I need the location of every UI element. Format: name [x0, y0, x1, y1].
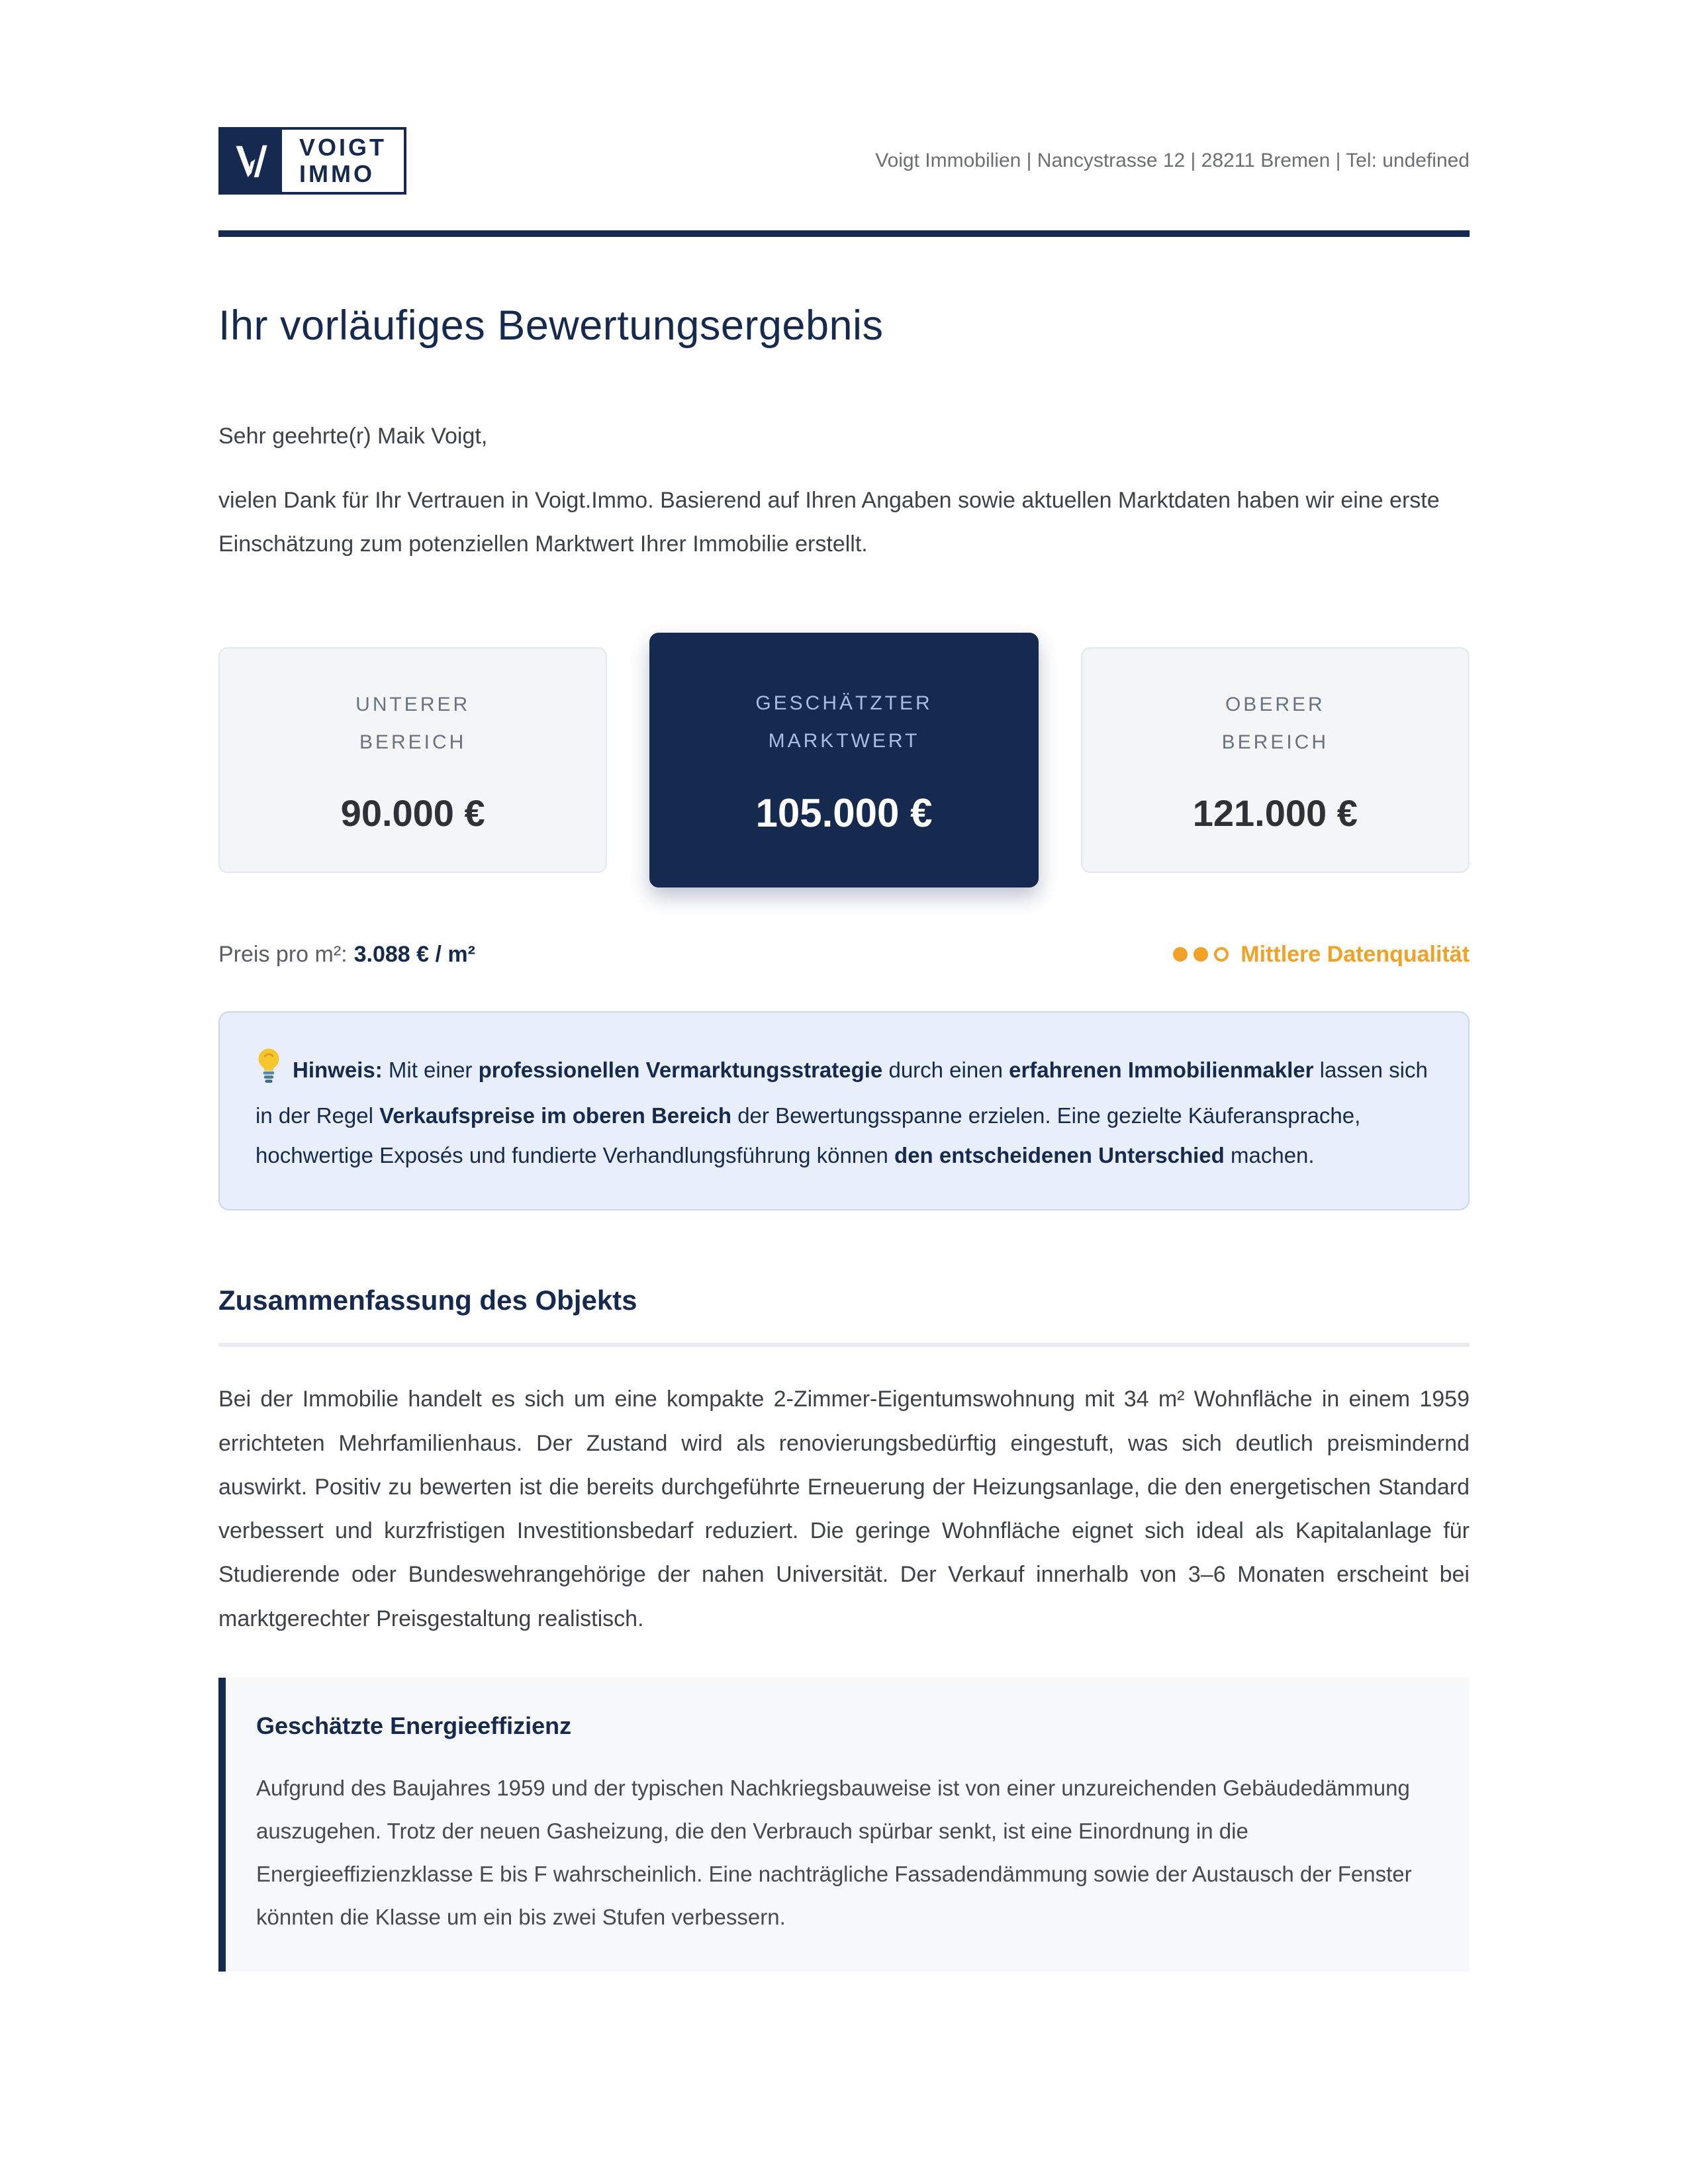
card-label [1098, 686, 1452, 761]
card-label-line2: BEREICH [359, 731, 467, 753]
report-page [218, 0, 1470, 1972]
logo-text [282, 130, 404, 192]
price-per-sqm-label: Preis pro m²: [218, 942, 348, 968]
valuation-cards [218, 633, 1470, 887]
brand-logo [218, 127, 406, 195]
card-estimated-market-value [649, 633, 1038, 887]
header-divider [218, 230, 1470, 237]
greeting: Sehr geehrte(r) Maik Voigt, [218, 424, 488, 449]
card-label-line2: MARKTWERT [768, 729, 920, 752]
vi-monogram-icon [221, 130, 282, 192]
page-title: Ihr vorläufiges Bewertungsergebnis [218, 302, 884, 349]
card-label-line2: BEREICH [1221, 731, 1329, 753]
card-value: 105.000 € [755, 790, 933, 835]
data-quality-label: Mittlere Datenqualität [1241, 941, 1470, 967]
card-value: 121.000 € [1192, 792, 1358, 834]
card-label-line1: OBERER [1225, 693, 1325, 715]
card-upper-range [1081, 647, 1470, 873]
hint-text: Hinweis: Mit einer professionellen Vermarktungsstrategie durch einen erfahrenen Immobilienmakler lassen sich in der Regel Verkaufspreise im oberen Bereich der Bewertungsspanne erzielen. Eine gezielte Käuferansprache, hochwertige Exposés und fundierte Verhandlungsführung können den entscheidenen Unterschied machen. [256, 1058, 1428, 1167]
price-per-sqm-value: 3.088 € / m² [353, 942, 475, 968]
contact-line: Voigt Immobilien | Nancystrasse 12 | 28211 Bremen | Tel: undefined [875, 150, 1470, 171]
lightbulb-icon [256, 1047, 282, 1096]
data-quality-badge [1173, 942, 1470, 968]
intro-paragraph: vielen Dank für Ihr Vertrauen in Voigt.Immo. Basierend auf Ihren Angaben sowie aktuellen Marktdaten haben wir eine erste Einschätzung zum potenziellen Marktwert Ihrer Immobilie erstellt. [218, 488, 1440, 557]
card-lower-range [218, 647, 607, 873]
card-label-line1: UNTERER [355, 693, 471, 715]
logo-text-line1: VOIGT [299, 134, 387, 161]
card-value: 90.000 € [340, 792, 485, 834]
summary-paragraph: Bei der Immobilie handelt es sich um eine kompakte 2-Zimmer-Eigentumswohnung mit 34 m² Wohnfläche in einem 1959 errichteten Mehrfamilienhaus. Der Zustand wird als renovierungsbedürftig eingestuft, was sich deutlich preismindernd auswirkt. Positiv zu bewerten ist die bereits durchgeführte Erneuerung der Heizungsanlage, die den energetischen Standard verbessert und kurzfristigen Investitionsbedarf reduziert. Die geringe Wohnfläche eignet sich ideal als Kapitalanlage für Studierende oder Bundeswehrangehörige der nahen Universität. Der Verkauf innerhalb von 3–6 Monaten erscheint bei marktgerechter Preisgestaltung realistisch. [218, 1387, 1470, 1631]
card-label [667, 684, 1021, 760]
card-label-line1: GESCHÄTZTER [755, 692, 933, 714]
quality-dots-icon [1173, 947, 1229, 962]
summary-divider [218, 1343, 1470, 1347]
energy-paragraph: Aufgrund des Baujahres 1959 und der typischen Nachkriegsbauweise ist von einer unzureichenden Gebäudedämmung auszugehen. Trotz der neuen Gasheizung, die den Verbrauch spürbar senkt, ist eine Einordnung in die Energieeffizienzklasse E bis F wahrscheinlich. Eine nachträgliche Fassadendämmung sowie der Austausch der Fenster könnten die Klasse um ein bis zwei Stufen verbessern. [256, 1776, 1412, 1930]
energy-heading: Geschätzte Energieeffizienz [256, 1712, 572, 1740]
price-per-sqm [218, 942, 475, 968]
header [218, 127, 1470, 195]
hint-box [218, 1011, 1470, 1210]
summary-heading: Zusammenfassung des Objekts [218, 1285, 637, 1316]
energy-box [218, 1678, 1470, 1972]
price-quality-row [218, 942, 1470, 968]
card-label [236, 686, 590, 761]
logo-text-line2: IMMO [299, 160, 375, 187]
